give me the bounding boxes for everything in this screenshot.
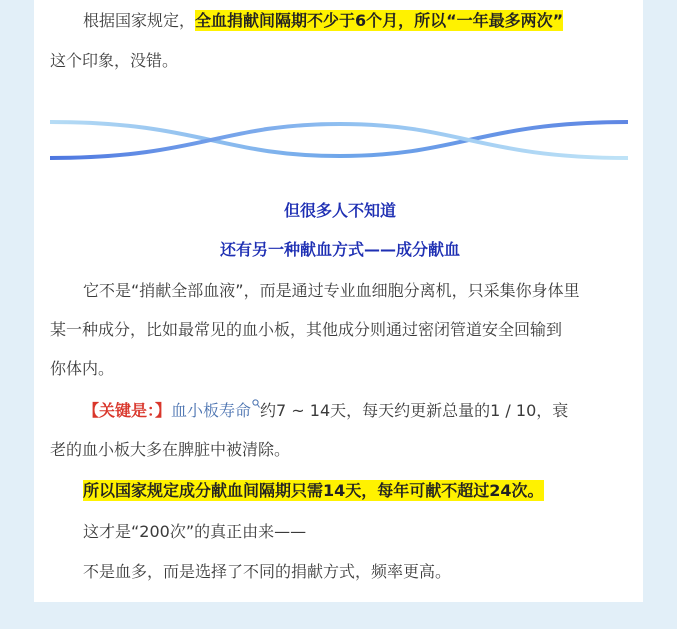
article-card: [34, 0, 643, 602]
paragraph-6: [50, 562, 630, 582]
wave-line-1: [50, 122, 628, 156]
heading-line-2: 还有另一种献血方式——成分献血: [219, 240, 460, 259]
paragraph-2-line-3: 你体内。: [50, 359, 115, 378]
para4-highlight: 所以国家规定成分献血间隔期只需14天，每年可献不超过24次。: [83, 481, 544, 500]
para5-text: 这才是“200次”的真正由来——: [83, 522, 307, 541]
para1-prefix: 根据国家规定，: [83, 11, 196, 30]
paragraph-1-line-2: 这个印象，没错。: [50, 51, 179, 70]
para4-indent: [50, 481, 83, 500]
paragraph-5: [50, 522, 630, 542]
para3-rest: 约7 ~ 14天，每天约更新总量的1 / 10，衰: [260, 401, 569, 420]
wave-divider: [50, 116, 628, 164]
paragraph-2-line-1: [50, 281, 630, 301]
para2-line1-text: 它不是“捎献全部血液”，而是通过专业血细胞分离机，只采集你身体里: [83, 281, 580, 300]
para1-highlight: 全血捐献间隔期不少于6个月，所以“一年最多两次”: [195, 11, 564, 30]
platelet-lifespan-link[interactable]: 血小板寿命: [171, 401, 252, 420]
heading-line-1: 但很多人不知道: [283, 201, 396, 220]
para6-text: 不是血多，而是选择了不同的捐献方式，频率更高。: [83, 562, 452, 581]
paragraph-1-line-1: [50, 11, 630, 31]
search-icon[interactable]: [252, 399, 260, 409]
wave-line-2: [50, 124, 628, 158]
paragraph-2-line-2: 某一种成分，比如最常见的血小板，其他成分则通过密闭管道安全回输到: [50, 320, 563, 339]
paragraph-3-line-1: [50, 401, 630, 421]
key-label: 【关键是：】: [83, 401, 172, 420]
paragraph-3-line-2: 老的血小板大多在脾脏中被清除。: [50, 440, 291, 459]
paragraph-4: [50, 481, 630, 501]
